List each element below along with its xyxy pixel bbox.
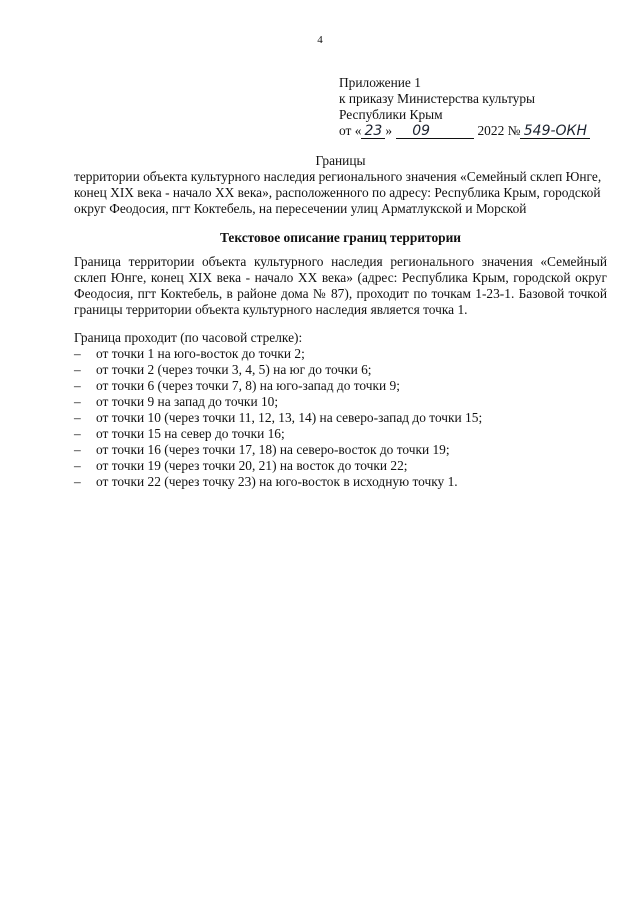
order-number-handwritten: 549-ОКН	[523, 123, 588, 139]
list-dash: –	[74, 458, 81, 473]
route-list	[74, 346, 607, 490]
date-month-handwritten: 09	[412, 123, 431, 139]
order-number-field	[520, 124, 590, 139]
list-item-text: от точки 19 (через точки 20, 21) на восток до точки 22;	[96, 458, 408, 473]
list-dash: –	[74, 474, 81, 489]
document-title	[74, 153, 607, 217]
list-dash: –	[74, 394, 81, 409]
list-dash: –	[74, 378, 81, 393]
list-item	[74, 394, 607, 410]
list-item	[74, 346, 607, 362]
appendix-ministry: Республики Крым	[339, 107, 443, 122]
date-day-field	[361, 124, 385, 139]
list-item-text: от точки 10 (через точки 11, 12, 13, 14) на северо-запад до точки 15;	[96, 410, 483, 425]
list-item	[74, 362, 607, 378]
list-dash: –	[74, 346, 81, 361]
page-number: 4	[317, 34, 323, 46]
list-dash: –	[74, 410, 81, 425]
list-dash: –	[74, 362, 81, 377]
list-item-text: от точки 6 (через точки 7, 8) на юго-запад до точки 9;	[96, 378, 400, 393]
list-item-text: от точки 9 на запад до точки 10;	[96, 394, 279, 409]
list-item	[74, 426, 607, 442]
list-item	[74, 442, 607, 458]
appendix-date-line	[339, 123, 629, 139]
date-month-field	[396, 124, 474, 139]
date-day-handwritten: 23	[364, 123, 383, 139]
boundary-description: Граница территории объекта культурного наследия регионального значения «Семейный склеп Юнге, конец XIX века - начало XX века» (адрес: Республика Крым, городской округ Феодосия, пгт Коктебель, в районе дома № 87), проходит по точкам 1-23-1. Базовой точкой границы территории объекта культурного наследия является точка 1.	[74, 254, 607, 317]
list-item	[74, 378, 607, 394]
appendix-block	[339, 75, 629, 139]
list-item-text: от точки 1 на юго-восток до точки 2;	[96, 346, 305, 361]
route-intro: Граница проходит (по часовой стрелке):	[74, 330, 303, 345]
list-item-text: от точки 15 на север до точки 16;	[96, 426, 285, 441]
date-prefix: от «	[339, 123, 362, 138]
list-dash: –	[74, 442, 81, 457]
list-item	[74, 458, 607, 474]
title-heading: Границы	[315, 153, 366, 168]
date-year: 2022 №	[477, 123, 521, 138]
list-item	[74, 410, 607, 426]
section-heading: Текстовое описание границ территории	[219, 230, 462, 245]
list-item-text: от точки 16 (через точки 17, 18) на северо-восток до точки 19;	[96, 442, 450, 457]
date-mid: »	[385, 123, 393, 138]
list-item-text: от точки 22 (через точку 23) на юго-восток в исходную точку 1.	[96, 474, 458, 489]
appendix-title: Приложение 1	[339, 75, 421, 90]
list-dash: –	[74, 426, 81, 441]
title-body: территории объекта культурного наследия регионального значения «Семейный склеп Юнге, конец XIX века - начало XX века», расположенного по адресу: Республика Крым, городской округ Феодосия, пгт Коктебель, на пересечении улиц Арматлукской и Морской	[74, 169, 602, 216]
list-item	[74, 474, 607, 490]
appendix-order-ref: к приказу Министерства культуры	[339, 91, 536, 106]
list-item-text: от точки 2 (через точки 3, 4, 5) на юг до точки 6;	[96, 362, 372, 377]
